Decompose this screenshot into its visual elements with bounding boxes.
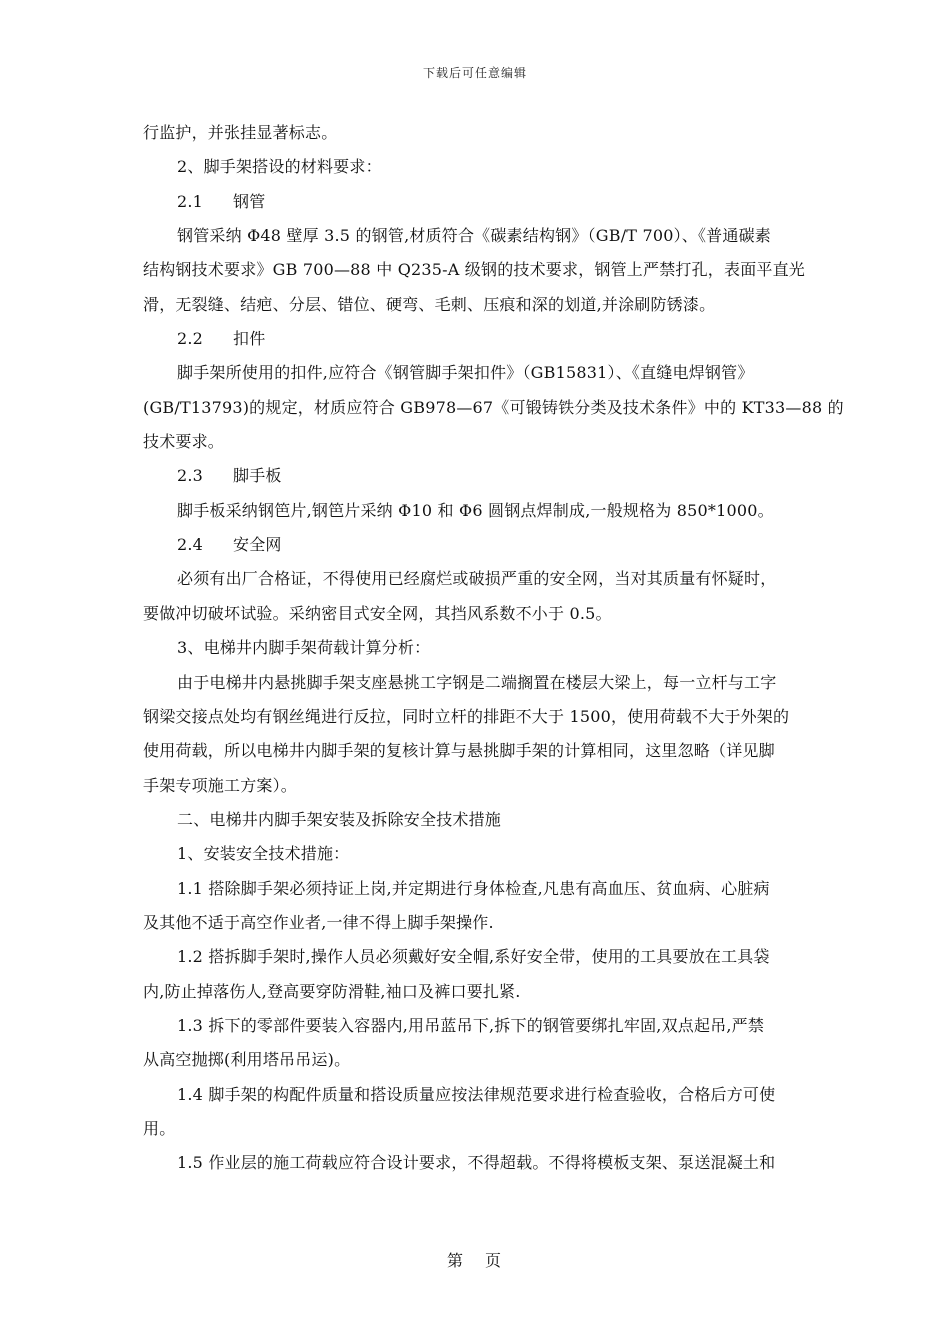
section-title: 扣件 [233, 329, 266, 349]
text-line: 行监护，并张挂显著标志。 [143, 123, 338, 142]
text-line: 1.3 拆下的零部件要装入容器内,用吊蓝吊下,拆下的钢管要绑扎牢固,双点起吊,严禁 [177, 1015, 765, 1035]
text-line: 脚手架所使用的扣件,应符合《钢管脚手架扣件》（GB15831）、《直缝电焊钢管》 [177, 363, 754, 383]
text-line: 钢管采纳 Φ48 壁厚 3.5 的钢管,材质符合《碳素结构钢》（GB/T 700）、《普通碳素 [177, 226, 771, 246]
section-heading [143, 528, 809, 562]
text-line: 技术要求。 [143, 432, 225, 452]
text-line: 结构钢技术要求》GB 700—88 中 Q235-A 级钢的技术要求，钢管上严禁打孔，表面平直光 [143, 260, 805, 280]
page-header: 下载后可任意编辑 [422, 66, 527, 80]
text-line: 使用荷载，所以电梯井内脚手架的复核计算与悬挑脚手架的计算相同，这里忽略（详见脚 [143, 741, 775, 761]
text-line: 必须有出厂合格证，不得使用已经腐烂或破损严重的安全网，当对其质量有怀疑时， [177, 569, 777, 589]
text-line: 1.4 脚手架的构配件质量和搭设质量应按法律规范要求进行检查验收，合格后方可使 [177, 1084, 776, 1104]
section-number: 2.1 [177, 191, 204, 211]
text-line: 1.5 作业层的施工荷载应符合设计要求，不得超载。不得将模板支架、泵送混凝土和 [177, 1153, 776, 1173]
text-line: 3、电梯井内脚手架荷载计算分析： [177, 638, 431, 658]
text-line: 1.1 搭除脚手架必须持证上岗,并定期进行身体检查,凡患有高血压、贫血病、心脏病 [177, 878, 770, 898]
text-line: 内,防止掉落伤人,登高要穿防滑鞋,袖口及裤口要扎紧. [143, 981, 521, 1001]
text-line: 脚手板采纳钢笆片,钢笆片采纳 Φ10 和 Φ6 圆钢点焊制成,一般规格为 850*1000。 [177, 500, 774, 520]
text-line: 滑，无裂缝、结疤、分层、错位、硬弯、毛刺、压痕和深的划道,并涂刷防锈漆。 [143, 294, 716, 314]
text-line: 2、脚手架搭设的材料要求： [177, 157, 382, 177]
text-line: 手架专项施工方案）。 [143, 775, 298, 795]
text-line: 由于电梯井内悬挑脚手架支座悬挑工字钢是二端搁置在楼层大梁上，每一立杆与工字 [177, 672, 777, 692]
text-line: 从高空抛掷(利用塔吊吊运)。 [143, 1050, 351, 1070]
text-line: 1、安装安全技术措施： [177, 844, 350, 864]
section-number: 2.3 [177, 466, 204, 486]
section-title: 脚手板 [233, 466, 282, 486]
section-number: 2.4 [177, 535, 204, 555]
text-line: 及其他不适于高空作业者,一律不得上脚手架操作. [143, 912, 494, 932]
footer-page-prefix: 第 [446, 1251, 465, 1270]
section-heading [143, 185, 809, 219]
section-number: 2.2 [177, 329, 204, 349]
footer-page-suffix: 页 [485, 1251, 504, 1270]
text-line: 要做冲切破坏试验。采纳密目式安全网，其挡风系数不小于 0.5。 [143, 603, 612, 623]
text-line: 二、电梯井内脚手架安装及拆除安全技术措施 [177, 809, 502, 829]
section-title: 钢管 [233, 191, 266, 211]
text-line: 1.2 搭拆脚手架时,操作人员必须戴好安全帽,系好安全带，使用的工具要放在工具袋 [177, 947, 770, 967]
section-heading [143, 322, 809, 356]
section-title: 安全网 [233, 535, 282, 555]
page-footer [0, 1248, 950, 1271]
document-body [143, 116, 844, 1181]
text-line: 钢梁交接点处均有钢丝绳进行反拉，同时立杆的排距不大于 1500，使用荷载不大于外架的 [143, 706, 790, 726]
section-heading [143, 459, 809, 493]
text-line: (GB/T13793)的规定，材质应符合 GB978—67《可锻铸铁分类及技术条件》中的 KT33—88 的 [143, 397, 844, 417]
text-line: 用。 [143, 1118, 176, 1138]
